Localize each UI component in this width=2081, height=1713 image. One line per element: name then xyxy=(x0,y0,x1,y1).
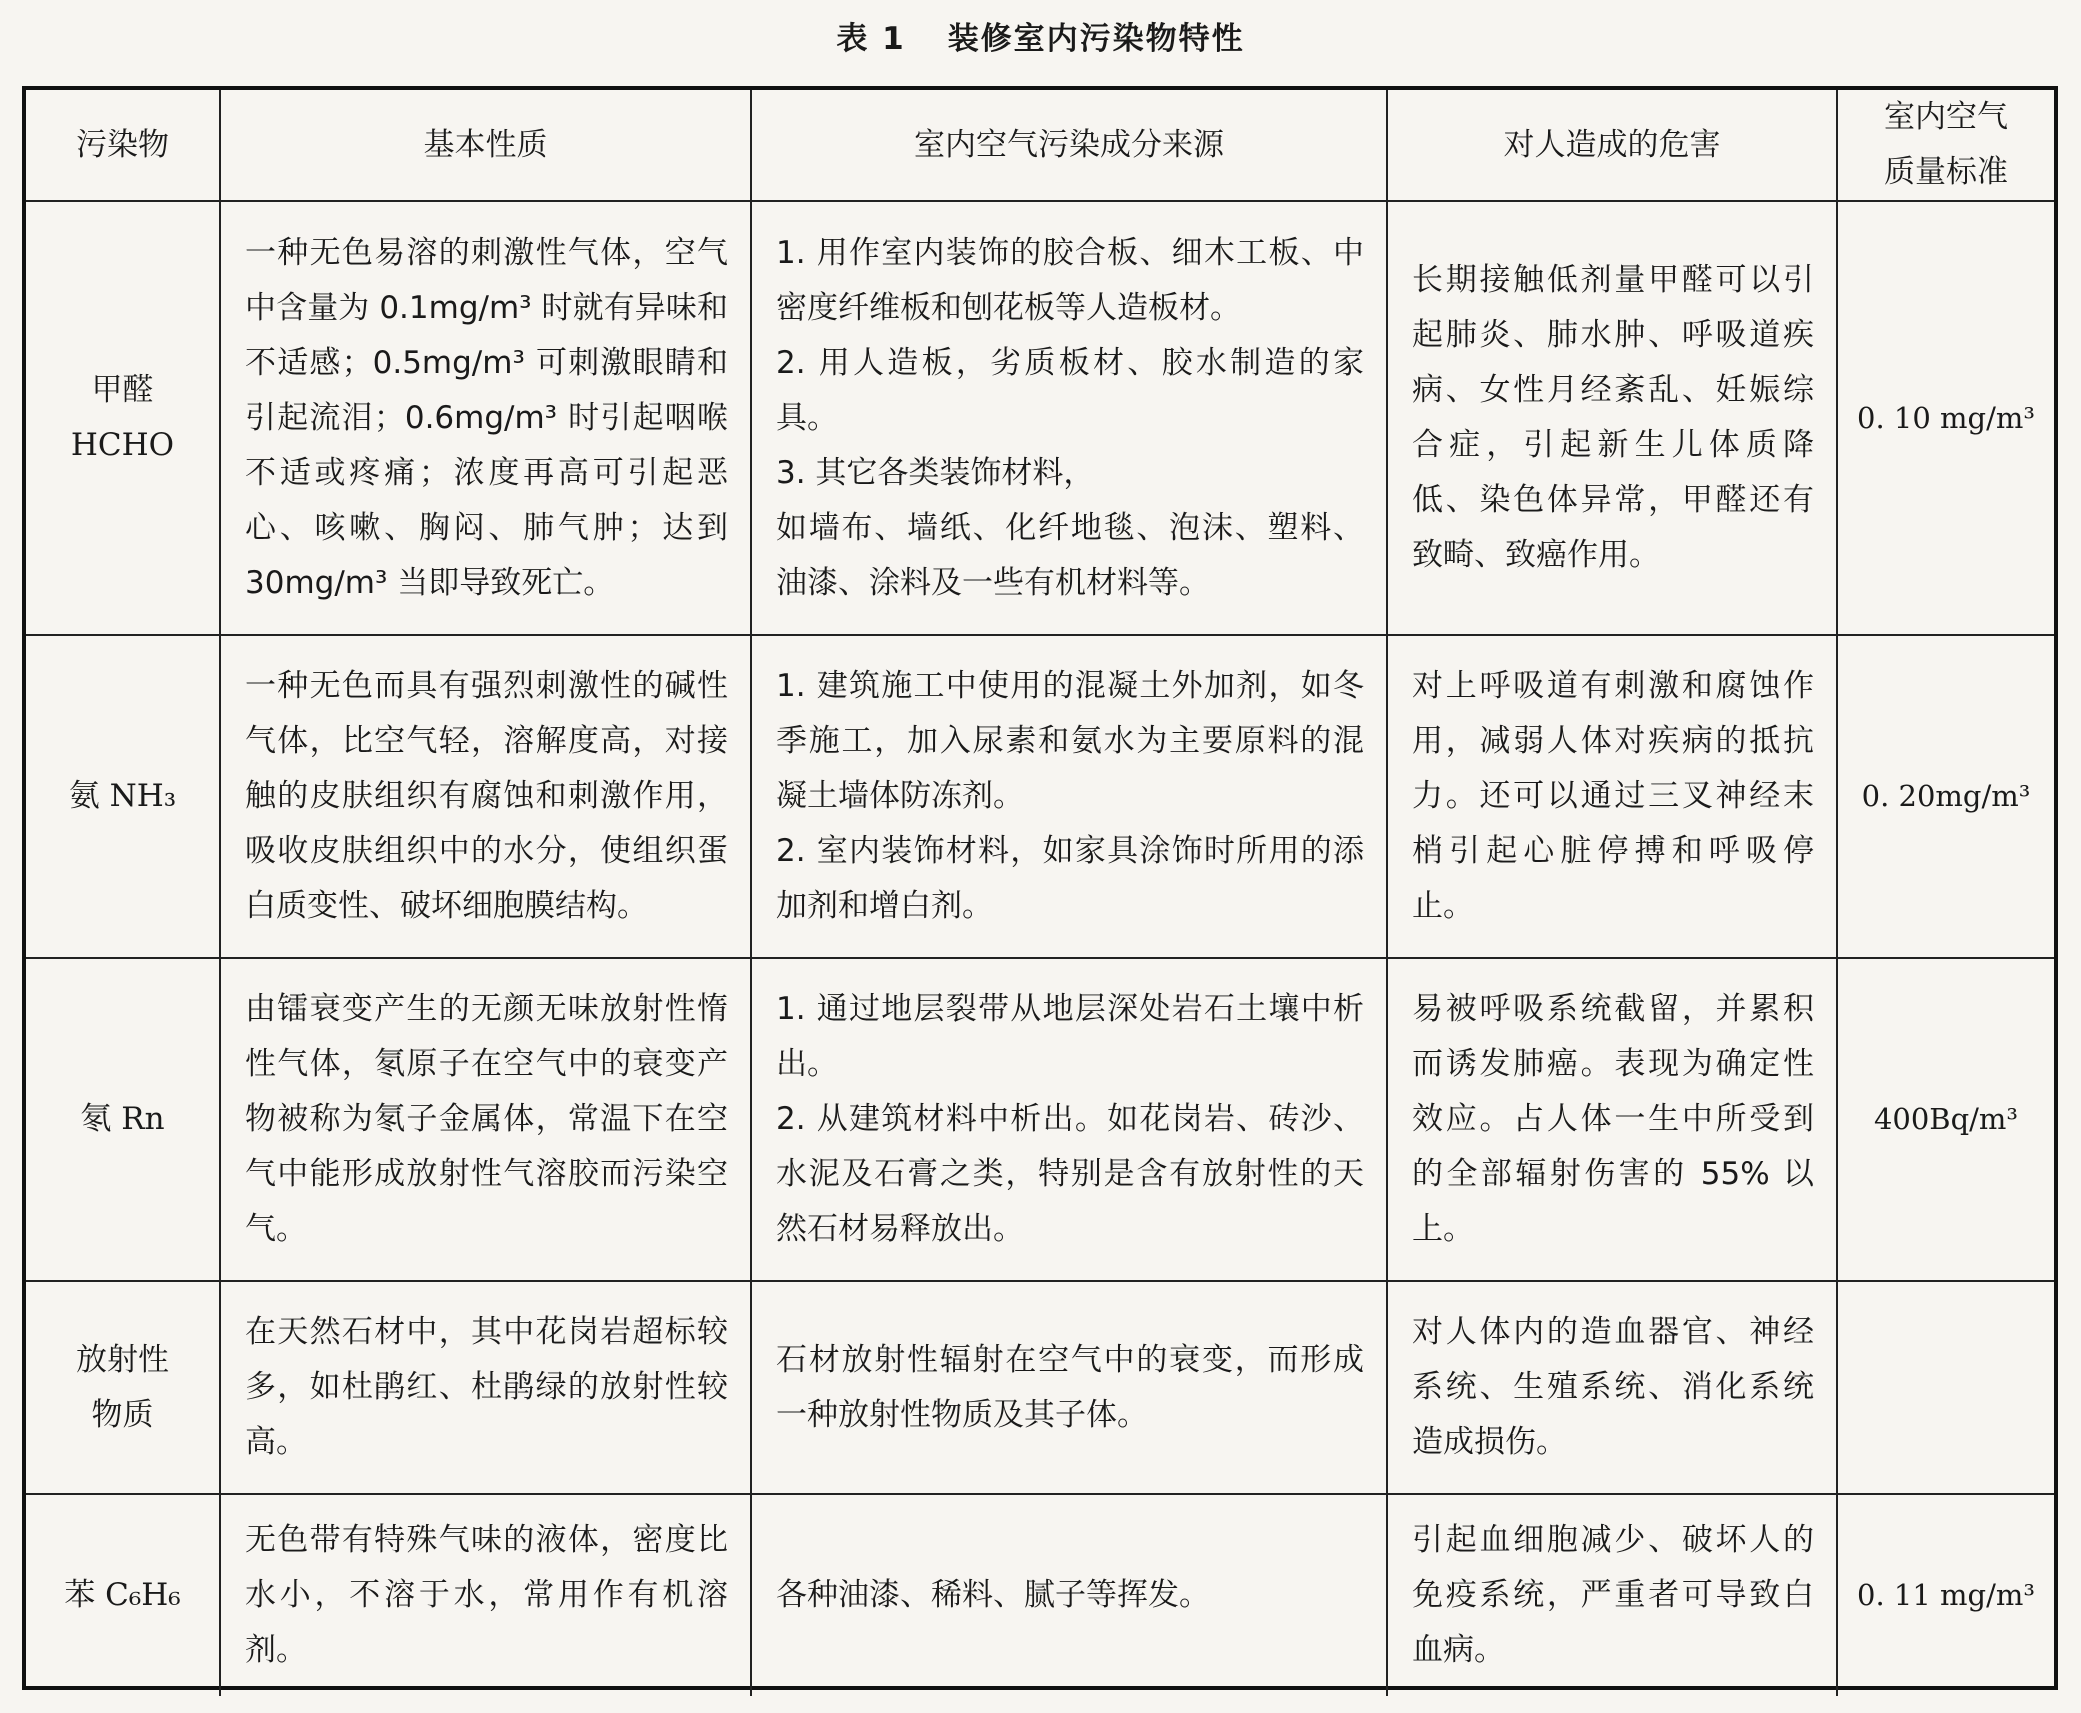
standard-cell: 0. 20mg/m³ xyxy=(1837,635,2054,958)
table-caption xyxy=(0,14,2081,64)
pollutant-name-cell xyxy=(26,201,220,635)
properties-cell: 一种无色易溶的刺激性气体，空气中含量为 0.1mg/m³ 时就有异味和不适感；0.5mg/m³ 可刺激眼睛和引起流泪；0.6mg/m³ 时引起咽喉不适或疼痛；浓度再高可引起恶心、咳嗽、胸闷、肺气肿；达到 30mg/m³ 当即导致死亡。 xyxy=(220,201,751,635)
source-item: 1. 建筑施工中使用的混凝土外加剂，如冬季施工，加入尿素和氨水为主要原料的混凝土墙体防冻剂。 xyxy=(776,668,1364,814)
properties-cell: 一种无色而具有强烈刺激性的碱性气体，比空气轻，溶解度高，对接触的皮肤组织有腐蚀和刺激作用，吸收皮肤组织中的水分，使组织蛋白质变性、破坏细胞膜结构。 xyxy=(220,635,751,958)
sources-cell xyxy=(751,1281,1387,1494)
standard-cell: 0. 11 mg/m³ xyxy=(1837,1494,2054,1696)
hazards-cell: 长期接触低剂量甲醛可以引起肺炎、肺水肿、呼吸道疾病、女性月经紊乱、妊娠综合症，引起新生儿体质降低、染色体异常，甲醛还有致畸、致癌作用。 xyxy=(1387,201,1837,635)
properties-cell: 无色带有特殊气味的液体，密度比水小，不溶于水，常用作有机溶剂。 xyxy=(220,1494,751,1696)
hazards-cell: 对人体内的造血器官、神经系统、生殖系统、消化系统造成损伤。 xyxy=(1387,1281,1837,1494)
standard-cell: 0. 10 mg/m³ xyxy=(1837,201,2054,635)
properties-cell: 在天然石材中，其中花岗岩超标较多，如杜鹃红、杜鹃绿的放射性较高。 xyxy=(220,1281,751,1494)
pollutant-name-cell xyxy=(26,958,220,1281)
pollutant-table xyxy=(22,86,2058,1690)
header-hazards: 对人造成的危害 xyxy=(1387,90,1837,201)
header-standard xyxy=(1837,90,2054,201)
hazards-cell: 易被呼吸系统截留，并累积而诱发肺癌。表现为确定性效应。占人体一生中所受到的全部辐射伤害的 55% 以上。 xyxy=(1387,958,1837,1281)
pollutant-name-line2: 物质 xyxy=(91,1396,154,1433)
properties-cell: 由镭衰变产生的无颜无味放射性惰性气体，氡原子在空气中的衰变产物被称为氡子金属体，常温下在空气中能形成放射性气溶胶而污染空气。 xyxy=(220,958,751,1281)
source-item: 1. 通过地层裂带从地层深处岩石土壤中析出。 xyxy=(776,991,1364,1082)
sources-cell xyxy=(751,635,1387,958)
sources-cell xyxy=(751,958,1387,1281)
table-row xyxy=(26,635,2054,958)
sources-cell xyxy=(751,201,1387,635)
pollutant-table-grid xyxy=(26,90,2054,1696)
pollutant-name: 甲醛 xyxy=(91,372,154,408)
header-standard-line2: 质量标准 xyxy=(1884,154,2008,190)
table-row xyxy=(26,958,2054,1281)
pollutant-name-cell xyxy=(26,1494,220,1696)
pollutant-name-cell xyxy=(26,635,220,958)
pollutant-name: 氡 xyxy=(80,1101,112,1137)
table-row xyxy=(26,1281,2054,1494)
pollutant-name: 氨 xyxy=(68,778,100,814)
source-item: 2. 室内装饰材料，如家具涂饰时所用的添加剂和增白剂。 xyxy=(776,833,1364,924)
pollutant-name: 苯 xyxy=(64,1577,96,1613)
table-row xyxy=(26,1494,2054,1696)
header-sources: 室内空气污染成分来源 xyxy=(751,90,1387,201)
pollutant-name: 放射性 xyxy=(76,1341,169,1378)
header-pollutant: 污染物 xyxy=(26,90,220,201)
header-properties: 基本性质 xyxy=(220,90,751,201)
source-item: 3. 其它各类装饰材料， xyxy=(776,454,1095,491)
sources-cell xyxy=(751,1494,1387,1696)
source-item: 1. 用作室内装饰的胶合板、细木工板、中密度纤维板和刨花板等人造板材。 xyxy=(776,234,1364,326)
hazards-cell: 对上呼吸道有刺激和腐蚀作用，减弱人体对疾病的抵抗力。还可以通过三叉神经末梢引起心脏停搏和呼吸停止。 xyxy=(1387,635,1837,958)
source-item: 2. 从建筑材料中析出。如花岗岩、砖沙、水泥及石膏之类，特别是含有放射性的天然石材易释放出。 xyxy=(776,1101,1364,1247)
table-title: 装修室内污染物特性 xyxy=(947,21,1245,57)
standard-cell xyxy=(1837,1281,2054,1494)
source-item: 各种油漆、稀料、腻子等挥发。 xyxy=(776,1577,1210,1613)
pollutant-formula: Rn xyxy=(121,1101,165,1137)
table-number: 表 1 xyxy=(836,21,906,57)
source-item: 石材放射性辐射在空气中的衰变，而形成一种放射性物质及其子体。 xyxy=(776,1341,1364,1433)
source-item: 2. 用人造板，劣质板材、胶水制造的家具。 xyxy=(776,344,1364,436)
hazards-cell: 引起血细胞减少、破坏人的免疫系统，严重者可导致白血病。 xyxy=(1387,1494,1837,1696)
header-row xyxy=(26,90,2054,201)
header-standard-line1: 室内空气 xyxy=(1884,99,2008,135)
table-row xyxy=(26,201,2054,635)
source-item: 如墙布、墙纸、化纤地毯、泡沫、塑料、油漆、涂料及一些有机材料等。 xyxy=(776,509,1364,601)
standard-cell: 400Bq/m³ xyxy=(1837,958,2054,1281)
pollutant-formula: HCHO xyxy=(70,427,175,463)
pollutant-formula: NH₃ xyxy=(109,778,177,814)
pollutant-formula: C₆H₆ xyxy=(105,1577,181,1613)
pollutant-name-cell xyxy=(26,1281,220,1494)
